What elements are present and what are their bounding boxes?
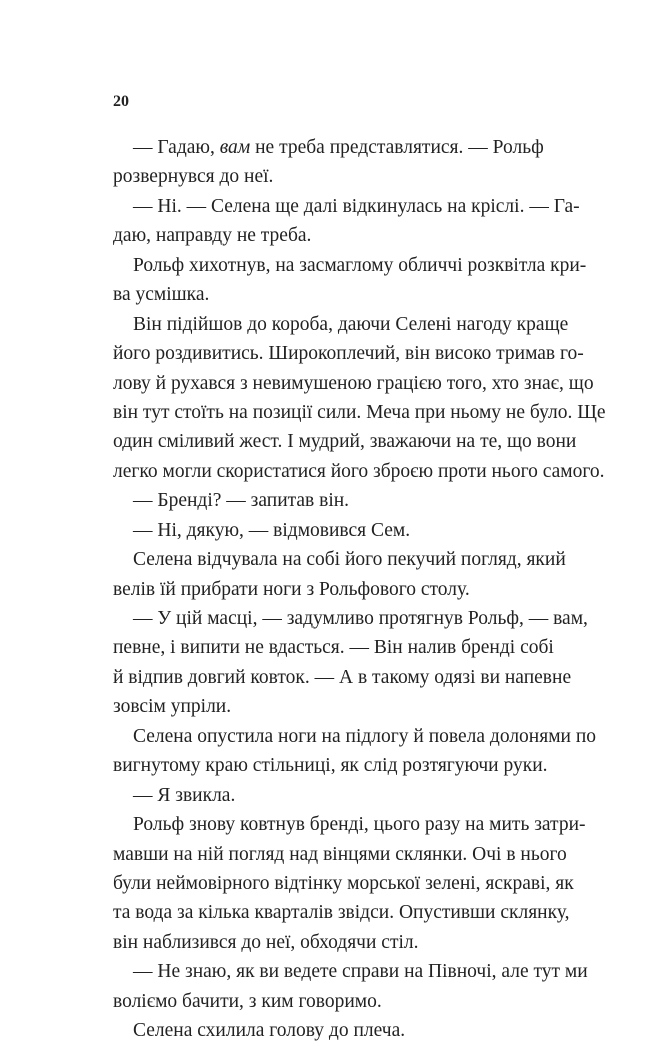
text-line: — У цій масці, — задумливо протягнув Рольф, — вам,	[133, 608, 588, 629]
text-line: один сміливий жест. І мудрий, зважаючи на те, що вони	[113, 431, 577, 453]
text-line: — Я звикла.	[133, 784, 236, 806]
text-line	[113, 133, 543, 162]
text-line: певне, і випити не вдасться. — Він налив бренді собі	[113, 637, 554, 659]
text-line: Селена відчувала на собі його пекучий погляд, який	[133, 549, 566, 571]
text-line: воліємо бачити, з ким говоримо.	[113, 990, 382, 1012]
text-line: — Не знаю, як ви ведете справи на Півночі, але тут ми	[133, 961, 588, 983]
text-line: розвернувся до неї.	[113, 166, 274, 188]
page-number: 20	[113, 93, 129, 110]
text-line: Він підійшов до короба, даючи Селені нагоду краще	[133, 313, 569, 335]
text-line: — Бренді? — запитав він.	[133, 490, 350, 512]
text-line: велів їй прибрати ноги з Рольфового столу.	[113, 578, 470, 600]
text-line: й відпив довгий ковток. — А в такому одязі ви напевне	[113, 666, 572, 688]
text-line: вигнутому краю стільниці, як слід розтягуючи руки.	[113, 755, 548, 777]
text-line: були неймовірного відтінку морської зелені, яскраві, як	[113, 872, 574, 894]
text-line: він наблизився до неї, обходячи стіл.	[113, 931, 419, 953]
text-line: ва усмішка.	[113, 284, 210, 306]
text-line: мавши на ній погляд над вінцями склянки. Очі в нього	[113, 843, 567, 865]
text-line: лову й рухався з невимушеною грацією того, хто знає, що	[113, 372, 594, 394]
text-line: Селена опустила ноги на підлогу й повела долонями по	[133, 725, 597, 747]
emphasis-text: вам	[219, 137, 251, 158]
text-line: його роздивитись. Широкоплечий, він високо тримав го-	[113, 343, 584, 365]
text-line: Рольф хихотнув, на засмаглому обличчі розквітла кри-	[133, 254, 587, 276]
text-line: та вода за кілька кварталів звідси. Опустивши склянку,	[113, 902, 570, 924]
text-line: він тут стоїть на позиції сили. Меча при ньому не було. Ще	[113, 401, 606, 423]
text-line: — Ні, дякую, — відмовився Сем.	[133, 519, 411, 541]
text-line: Селена схилила голову до плеча.	[133, 1020, 406, 1042]
text-line: легко могли скористатися його зброєю проти нього самого.	[113, 460, 605, 482]
text-line: даю, направду не треба.	[113, 225, 312, 247]
text-segment: — Гадаю,	[133, 137, 220, 158]
body-text	[113, 133, 606, 1046]
text-segment: не треба представлятися. — Рольф	[250, 137, 544, 158]
text-line: — Ні. — Селена ще далі відкинулась на кріслі. — Га-	[133, 195, 580, 217]
text-line: зовсім упріли.	[113, 696, 232, 718]
text-line: Рольф знову ковтнув бренді, цього разу на мить затри-	[133, 814, 586, 836]
